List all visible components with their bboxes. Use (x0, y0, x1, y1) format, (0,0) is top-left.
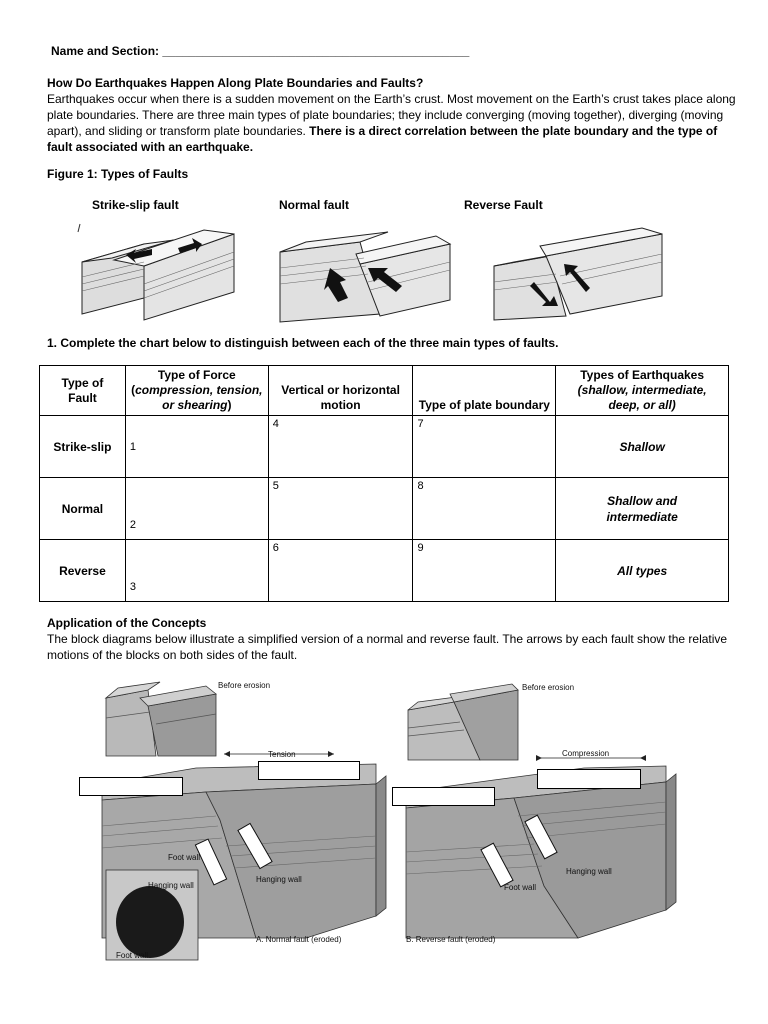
answer-cell-4[interactable]: 4 (268, 416, 413, 478)
normal-foot-wall-label: Foot wall (168, 853, 201, 862)
intro-line-4: fault associated with an earthquake. (47, 140, 254, 154)
row-label-reverse: Reverse (40, 540, 126, 602)
answer-cell-7[interactable]: 7 (413, 416, 556, 478)
reverse-foot-wall-label: Foot wall (504, 883, 537, 892)
eq-type-reverse: All types (556, 540, 729, 602)
row-label-normal: Normal (40, 478, 126, 540)
figure1-label-normal: Normal fault (279, 198, 350, 212)
header-type-of-force: Type of Force (compression, tension, or shearing) (125, 366, 268, 416)
reverse-hanging-wall-label: Hanging wall (566, 867, 612, 876)
question-1: 1. Complete the chart below to distinguish between each of the three main types of faults. (47, 336, 559, 350)
header-type-of-fault: Type of Fault (40, 366, 126, 416)
answer-cell-5[interactable]: 5 (268, 478, 413, 540)
figure1-label-reverse: Reverse Fault (464, 198, 543, 212)
compression-label: Compression (562, 749, 610, 758)
table-header-row (40, 366, 729, 416)
reverse-fault-illustration (490, 226, 670, 326)
answer-cell-9[interactable]: 9 (413, 540, 556, 602)
normal-fault-illustration (276, 224, 456, 324)
application-heading: Application of the Concepts (47, 616, 207, 630)
normal-answer-box-right[interactable] (258, 761, 360, 780)
answer-cell-8[interactable]: 8 (413, 478, 556, 540)
reverse-caption: B. Reverse fault (eroded) (406, 935, 496, 944)
header-motion: Vertical or horizontal motion (268, 366, 413, 416)
fault-chart-table (39, 365, 729, 602)
answer-cell-2[interactable]: 2 (125, 478, 268, 540)
table-row (40, 478, 729, 540)
table-row (40, 540, 729, 602)
eq-type-normal: Shallow and intermediate (556, 478, 729, 540)
header-earthquake-types: Types of Earthquakes (shallow, intermediate, deep, or all) (556, 366, 729, 416)
table-row (40, 416, 729, 478)
answer-cell-1[interactable]: 1 (125, 416, 268, 478)
intro-paragraph (47, 91, 747, 155)
strike-slip-fault-illustration (74, 222, 244, 322)
tension-label: Tension (268, 750, 296, 759)
inset-foot-wall-label: Foot wall (116, 951, 149, 960)
eq-type-strike-slip: Shallow (556, 416, 729, 478)
row-label-strike-slip: Strike-slip (40, 416, 126, 478)
intro-heading: How Do Earthquakes Happen Along Plate Boundaries and Faults? (47, 76, 424, 90)
normal-before-erosion-label: Before erosion (218, 681, 271, 690)
reverse-fault-eroded-diagram (394, 676, 684, 956)
normal-caption: A. Normal fault (eroded) (256, 935, 342, 944)
figure1-label-strike-slip: Strike-slip fault (92, 198, 179, 212)
answer-cell-6[interactable]: 6 (268, 540, 413, 602)
normal-hanging-wall-label: Hanging wall (256, 875, 302, 884)
reverse-answer-box-left[interactable] (392, 787, 495, 806)
reverse-before-erosion-label: Before erosion (522, 683, 575, 692)
inset-hanging-wall-label: Hanging wall (148, 881, 194, 890)
intro-line-2: plate boundaries. There are three main types of plate boundaries; they include converging (moving together), diverging (moving (47, 108, 724, 122)
normal-fault-eroded-diagram (76, 676, 396, 966)
answer-cell-3[interactable]: 3 (125, 540, 268, 602)
header-plate-boundary: Type of plate boundary (413, 366, 556, 416)
name-section-line[interactable]: Name and Section: ______________________________________________ (51, 44, 470, 58)
intro-line-1: Earthquakes occur when there is a sudden movement on the Earth’s crust. Most movement on the Earth’s crust takes place along (47, 92, 736, 106)
normal-answer-box-left[interactable] (79, 777, 183, 796)
intro-line-3: apart), and sliding or transform plate boundaries. There is a direct correlation between the plate boundary and the type of (47, 124, 718, 138)
figure1-title: Figure 1: Types of Faults (47, 167, 189, 181)
reverse-answer-box-right[interactable] (537, 769, 641, 789)
application-paragraph: The block diagrams below illustrate a simplified version of a normal and reverse fault. The arrows by each fault show the relative motions of the blocks on both sides of the fault. (47, 632, 728, 662)
